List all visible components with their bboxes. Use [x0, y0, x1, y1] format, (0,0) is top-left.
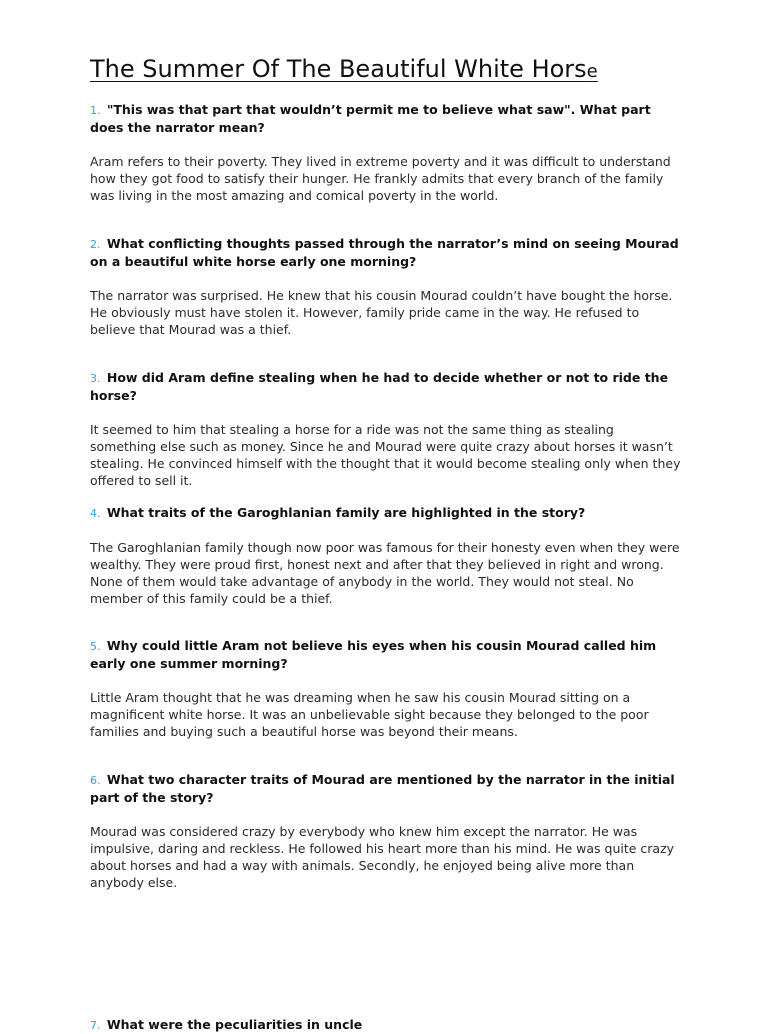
question-number: 2. — [90, 238, 101, 251]
question-number: 7. — [90, 1019, 101, 1032]
qa-item-4 — [90, 504, 682, 607]
question-1 — [90, 101, 682, 136]
qa-item-3 — [90, 369, 682, 489]
question-number: 6. — [90, 774, 101, 787]
answer-5: Little Aram thought that he was dreaming when he saw his cousin Mourad sitting on a magnificent white horse. It was an unbelievable sight because they belonged to the poor families and buying such a beautiful horse was beyond their means. — [90, 690, 649, 739]
answer-6: Mourad was considered crazy by everybody who knew him except the narrator. He was impulsive, daring and reckless. He followed his heart more than his mind. He was quite crazy about horses and had a way with animals. Secondly, he enjoyed being alive more than anybody else. — [90, 824, 675, 890]
document-title-main: The Summer Of The Beautiful White Hors — [90, 55, 587, 83]
qa-item-6 — [90, 771, 682, 891]
question-number: 5. — [90, 640, 101, 653]
question-number: 1. — [90, 104, 101, 117]
qa-item-1 — [90, 101, 682, 204]
question-7 — [90, 1016, 682, 1034]
answer-2: The narrator was surprised. He knew that his cousin Mourad couldn’t have bought the horse. He obviously must have stolen it. However, family pride came in the way. He refused to believe that Mourad was a thief. — [90, 288, 673, 337]
question-4 — [90, 504, 682, 522]
question-number: 4. — [90, 507, 101, 520]
question-text: "This was that part that wouldn’t permit me to believe what saw". What part does the narrator mean? — [90, 102, 651, 135]
question-5 — [90, 637, 682, 672]
document-title-tail: e — [586, 61, 598, 82]
answer-3: It seemed to him that stealing a horse for a ride was not the same thing as stealing something else such as money. Since he and Mourad were quite crazy about horses it wasn’t stealing. He convinced himself with the thought that it would become stealing only when they offered to sell it. — [90, 422, 681, 488]
question-text: Why could little Aram not believe his eyes when his cousin Mourad called him early one summer morning? — [90, 638, 657, 671]
question-text: What traits of the Garoghlanian family are highlighted in the story? — [106, 505, 586, 520]
answer-4: The Garoghlanian family though now poor was famous for their honesty even when they were wealthy. They were proud first, honest next and after that they believed in right and wrong. None of them would take advantage of anybody in the world. They would not steal. No member of this family could be a thief. — [90, 540, 680, 606]
question-text: What were the peculiarities in uncle — [106, 1017, 363, 1032]
question-3 — [90, 369, 682, 404]
document-title — [90, 52, 598, 89]
answer-1: Aram refers to their poverty. They lived in extreme poverty and it was difficult to understand how they got food to satisfy their hunger. He frankly admits that every branch of the family was living in the most amazing and comical poverty in the world. — [90, 154, 671, 203]
question-6 — [90, 771, 682, 806]
question-number: 3. — [90, 372, 101, 385]
question-2 — [90, 235, 682, 270]
qa-item-2 — [90, 235, 682, 338]
question-text: What conflicting thoughts passed through the narrator’s mind on seeing Mourad on a beautiful white horse early one morning? — [90, 236, 679, 269]
qa-item-7 — [90, 1016, 682, 1034]
qa-item-5 — [90, 637, 682, 740]
question-text: How did Aram define stealing when he had to decide whether or not to ride the horse? — [90, 370, 669, 403]
question-text: What two character traits of Mourad are mentioned by the narrator in the initial part of the story? — [90, 772, 675, 805]
